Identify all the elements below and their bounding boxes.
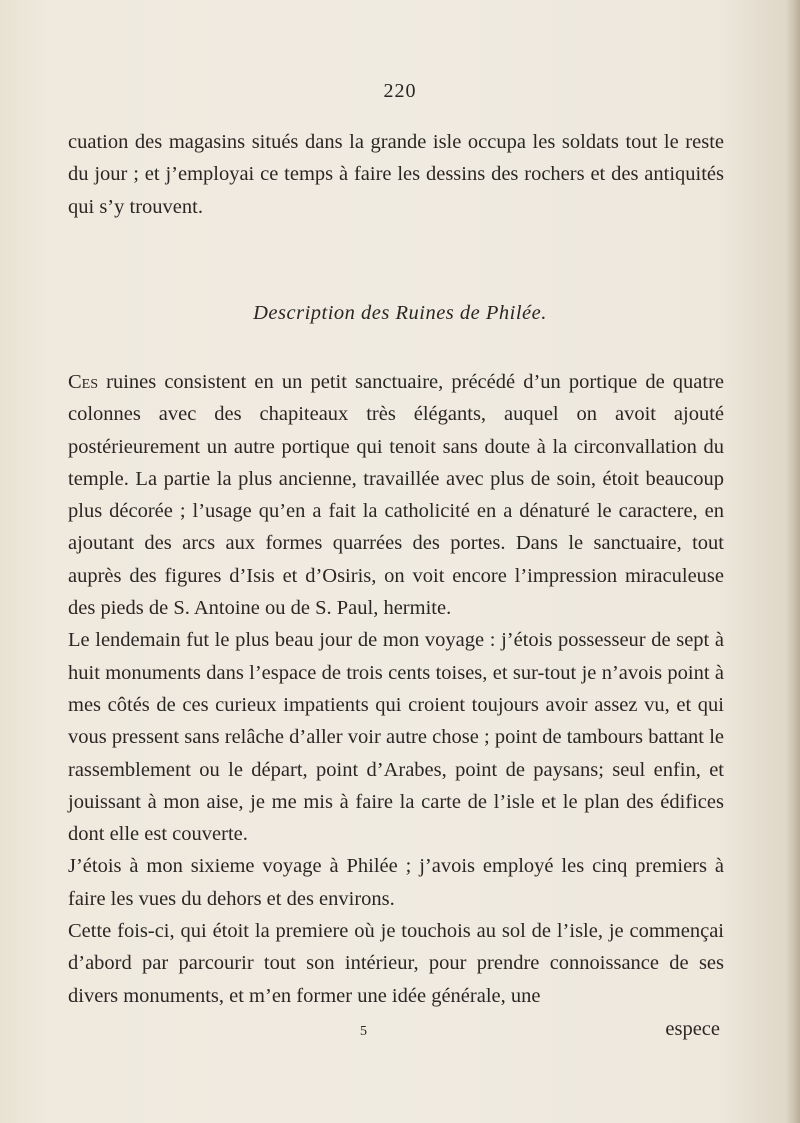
- signature-mark: 5: [360, 1024, 367, 1039]
- catchword: espece: [665, 1018, 720, 1040]
- paragraph-lead-word: Ces: [68, 371, 99, 393]
- page-number: 220: [383, 80, 417, 102]
- paragraph-next-day: Le lendemain fut le plus beau jour de mon voyage : j’étois possesseur de sept à huit monuments dans l’espace de trois cents toises, et sur-tout je n’avois point à mes côtés de ces curieux impatients qui croient toujours avoir assez vu, et qui vous pressent sans relâche d’aller voir autre chose ; point de tambours battant le rassemblement ou le départ, point d’Arabes, point de paysans; seul enfin, et jouissant à mon aise, je me mis à faire la carte de l’isle et le plan des édifices dont elle est couverte.: [68, 629, 724, 846]
- paragraph-first-visit: Cette fois-ci, qui étoit la premiere où je touchois au sol de l’isle, je commençai d’abord par parcourir tout son intérieur, pour prendre connoissance de ses divers monuments, et m’en former une idée générale, une: [68, 920, 724, 1007]
- section-title: Description des Ruines de Philée.: [253, 302, 547, 324]
- paragraph-ruins: [68, 366, 724, 624]
- paragraph-sixth-voyage: J’étois à mon sixieme voyage à Philée ; j’avois employé les cinq premiers à faire les vues du dehors et des environs.: [68, 855, 724, 910]
- page-edge-shadow: [786, 0, 800, 1123]
- paragraph-ruins-text: ruines consistent en un petit sanctuaire, précédé d’un portique de quatre colonnes avec des chapiteaux très élégants, auquel on avoit ajouté postérieurement un autre portique qui tenoit sans doute à la circonvallation du temple. La partie la plus ancienne, travaillée avec plus de soin, étoit beaucoup plus décorée ; l’usage qu’en a fait la catholicité en a dénaturé le caractere, en ajoutant des arcs aux formes quarrées des portes. Dans le sanctuaire, tout auprès des figures d’Isis et d’Osiris, on voit encore l’impression miraculeuse des pieds de S. Antoine ou de S. Paul, hermite.: [68, 371, 724, 620]
- body-text: [68, 366, 724, 1012]
- continued-paragraph: cuation des magasins situés dans la grande isle occupa les soldats tout le reste du jour ; et j’employai ce temps à faire les dessins des rochers et des antiquités qui s’y trouvent.: [68, 131, 724, 218]
